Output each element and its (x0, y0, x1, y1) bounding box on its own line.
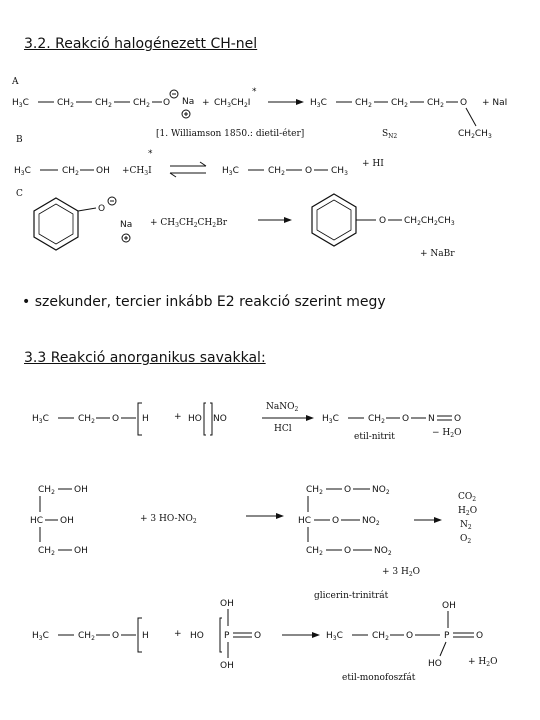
scheme-b-byproduct: + HI (362, 159, 384, 169)
svg-text:OH: OH (220, 661, 234, 671)
svg-text:CH2: $CH_2$ (57, 98, 74, 109)
svg-text:OH: OH (60, 516, 74, 526)
arrow-nitrite (306, 415, 314, 421)
svg-text:CH2: $CH_2$ (78, 414, 95, 425)
svg-text:CO2: $CO_2$ (458, 492, 477, 503)
glycerin-name: glicerin-trinitrát (314, 591, 389, 601)
scheme-a-reactant (12, 90, 178, 109)
scheme-b-reagent: $+CH_3I$ (122, 166, 152, 177)
glycerol (30, 485, 88, 557)
nitrite-water: − $H_2O$ (432, 428, 462, 439)
svg-text:P: P (224, 631, 230, 641)
arrow-decomp (434, 517, 442, 523)
section-heading-33: 3.3 Reakció anorganikus savakkal: (24, 350, 266, 366)
nitrite-h: H (142, 414, 149, 424)
svg-text:CH2: $CH_2$ (38, 546, 55, 557)
svg-text:O: O (254, 631, 262, 641)
svg-text:O: O (402, 414, 410, 424)
svg-text:CH2CH2CH3: $CH_2CH_2CH_3$ (404, 216, 455, 227)
svg-text:OH: OH (74, 546, 88, 556)
svg-text:CH2: $CH_2$ (62, 166, 79, 177)
equilibrium-arrow-b (170, 162, 206, 177)
svg-text:CH2: $CH_2$ (38, 485, 55, 496)
svg-text:HC: HC (30, 516, 44, 526)
scheme-b-note: [1. Williamson 1850.: dietil-éter] (156, 129, 305, 139)
svg-text:CH2: $CH_2$ (78, 631, 95, 642)
bullet-note-e2: • szekunder, tercier inkább E2 reakció szerint megy (22, 294, 386, 310)
arrow-c (284, 217, 292, 223)
svg-text:O: O (112, 414, 120, 424)
scheme-b-mechanism: $S_{N2}$ (382, 129, 398, 140)
svg-text:O: O (460, 98, 468, 108)
svg-text:H3C: $H_3C$ (310, 98, 327, 109)
arrow-a (296, 99, 304, 105)
svg-text:OH: OH (442, 601, 456, 611)
svg-text:O: O (112, 631, 120, 641)
scheme-a-na: Na (182, 97, 195, 107)
svg-text:H3C: $H_3C$ (32, 631, 49, 642)
svg-text:H3C: $H_3C$ (222, 166, 239, 177)
scheme-c-byproduct: + NaBr (420, 249, 455, 259)
ethyl-phosphate (326, 601, 483, 669)
reaction-scheme-halogen (0, 70, 540, 270)
svg-text:H3C: $H_3C$ (322, 414, 339, 425)
svg-text:HO: HO (428, 659, 442, 669)
scheme-c-letter: C (16, 189, 23, 199)
svg-text:CH2: $CH_2$ (306, 546, 323, 557)
svg-text:OH: OH (96, 166, 110, 176)
scheme-a-reagent: $CH_3CH_2I$ (214, 98, 251, 109)
svg-text:HO: HO (190, 631, 204, 641)
svg-text:H3C: $H_3C$ (12, 98, 29, 109)
svg-text:OH: OH (74, 485, 88, 495)
svg-text:CH2: $CH_2$ (372, 631, 389, 642)
scheme-a-letter: A (12, 77, 19, 87)
phosphate-plus: + (174, 629, 182, 639)
reaction-glicerin-trinitrat (0, 470, 540, 600)
glycerin-water: + 3 $H_2O$ (382, 567, 421, 578)
svg-text:O: O (476, 631, 484, 641)
svg-text:H3C: $H_3C$ (32, 414, 49, 425)
svg-text:CH2: $CH_2$ (306, 485, 323, 496)
phosphate-water: + $H_2O$ (468, 657, 498, 668)
scheme-b-reactant (14, 166, 110, 177)
svg-text:O: O (379, 216, 387, 226)
svg-text:O: O (332, 516, 340, 526)
scheme-c-na: Na (120, 220, 133, 230)
svg-text:CH2: $CH_2$ (133, 98, 150, 109)
svg-text:H3C: $H_3C$ (326, 631, 343, 642)
reaction-etil-monofoszfat (0, 592, 540, 692)
scheme-b-star: * (148, 149, 153, 159)
scheme-a-byproduct: + NaI (482, 98, 508, 108)
svg-text:CH2: $CH_2$ (95, 98, 112, 109)
nitrite-cond-top: NaNO$_2$ (266, 402, 299, 413)
svg-text:O: O (406, 631, 414, 641)
phosphate-h: H (142, 631, 149, 641)
scheme-b-letter: B (16, 135, 23, 145)
svg-text:O: O (98, 204, 106, 214)
scheme-c-reagent: + $CH_3CH_2CH_2Br$ (150, 218, 228, 229)
svg-text:OH: OH (220, 599, 234, 609)
svg-text:HC: HC (298, 516, 312, 526)
arrow-phosphate (312, 632, 320, 638)
phenoxide-ring (34, 197, 116, 250)
phenyl-ether-product (312, 194, 455, 246)
svg-text:CH2: $CH_2$ (427, 98, 444, 109)
scheme-a-product (310, 98, 492, 140)
scheme-a-plus: + (202, 98, 210, 108)
scheme-a-star: * (252, 87, 257, 97)
svg-text:O: O (305, 166, 313, 176)
svg-text:CH2CH3: $CH_2CH_3$ (458, 129, 492, 140)
svg-text:H3C: $H_3C$ (14, 166, 31, 177)
svg-text:O: O (344, 485, 352, 495)
scheme-b-product (222, 166, 348, 177)
svg-text:N: N (428, 414, 435, 424)
svg-text:NO2: $NO_2$ (372, 485, 390, 496)
svg-text:CH3: $CH_3$ (331, 166, 348, 177)
nitrite-plus: + (174, 412, 182, 422)
nitrite-name: etil-nitrit (354, 432, 395, 442)
phosphate-name: etil-monofoszfát (342, 673, 416, 683)
nitroglycerin (298, 485, 392, 557)
svg-text:O: O (344, 546, 352, 556)
svg-text:P: P (444, 631, 450, 641)
decomposition-products (458, 492, 477, 545)
svg-text:NO2: $NO_2$ (362, 516, 380, 527)
svg-text:H2O: $H_2O$ (458, 506, 478, 517)
glycerin-reagent: + 3 $HO-NO_2$ (140, 514, 197, 525)
svg-text:HO: HO (188, 414, 202, 424)
nitrite-acid-no: NO (213, 414, 227, 424)
svg-text:NO2: $NO_2$ (374, 546, 392, 557)
svg-text:O: O (454, 414, 462, 424)
svg-text:CH2: $CH_2$ (268, 166, 285, 177)
svg-text:O2: $O_2$ (460, 534, 472, 545)
svg-text:CH2: $CH_2$ (368, 414, 385, 425)
section-heading-32: 3.2. Reakció halogénezett CH-nel (24, 36, 258, 52)
svg-text:CH2: $CH_2$ (355, 98, 372, 109)
reaction-etil-nitrit (0, 395, 540, 455)
phosphoric-acid (190, 599, 261, 671)
arrow-glycerin (276, 513, 284, 519)
svg-text:CH2: $CH_2$ (391, 98, 408, 109)
nitrite-cond-bottom: HCl (274, 424, 292, 434)
svg-text:O: O (163, 98, 171, 108)
svg-text:N2: $N_2$ (460, 520, 472, 531)
